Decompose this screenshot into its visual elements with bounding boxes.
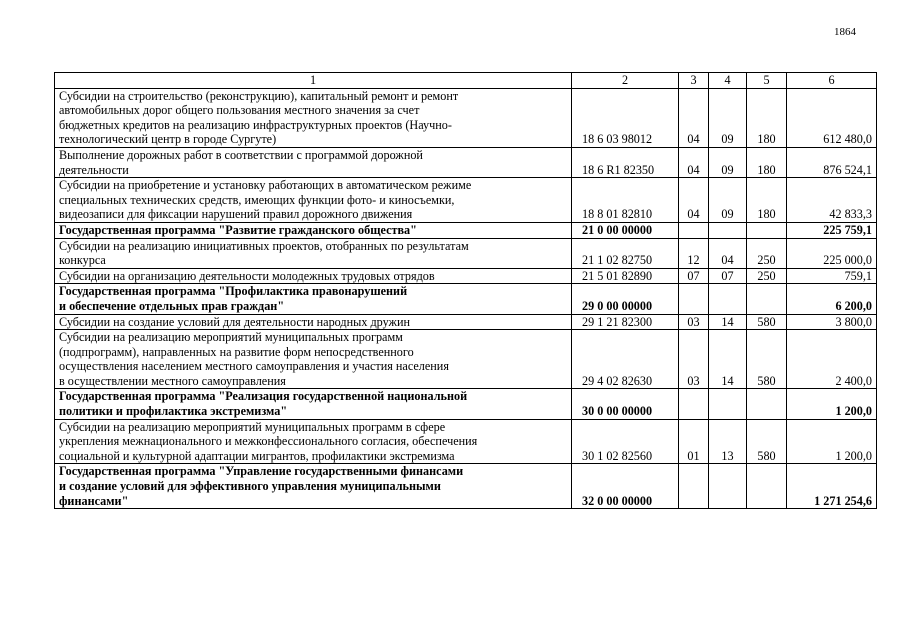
amount-cell: 225 000,0 xyxy=(787,238,877,268)
program-row xyxy=(55,284,877,314)
description-cell xyxy=(55,284,572,314)
subsection-cell: 09 xyxy=(709,88,747,147)
description-cell xyxy=(55,147,572,177)
description-line: специальных технических средств, имеющих функции фото- и киносъемки, xyxy=(59,192,455,207)
expense-type-cell xyxy=(747,284,787,314)
description-line: Субсидии на реализацию мероприятий муниципальных программ xyxy=(59,330,403,345)
budget-table xyxy=(54,72,877,509)
page-number: 1864 xyxy=(834,26,856,38)
amount-cell: 3 800,0 xyxy=(787,314,877,330)
description-cell xyxy=(55,222,572,238)
subsection-cell: 09 xyxy=(709,147,747,177)
description-line: финансами" xyxy=(59,493,129,508)
section-cell: 04 xyxy=(679,147,709,177)
amount-cell: 225 759,1 xyxy=(787,222,877,238)
description-line: социальной и культурной адаптации мигрантов, профилактики экстремизма xyxy=(59,448,455,463)
description-cell xyxy=(55,88,572,147)
code-cell: 30 0 00 00000 xyxy=(572,389,679,419)
description-cell xyxy=(55,178,572,223)
expense-type-cell: 180 xyxy=(747,88,787,147)
section-cell: 04 xyxy=(679,178,709,223)
description-line: Субсидии на организацию деятельности молодежных трудовых отрядов xyxy=(59,268,435,283)
description-line: Государственная программа "Управление государственными финансами xyxy=(59,464,464,479)
expense-type-cell xyxy=(747,464,787,509)
subsection-cell: 04 xyxy=(709,238,747,268)
section-cell: 03 xyxy=(679,330,709,389)
amount-cell: 42 833,3 xyxy=(787,178,877,223)
code-cell: 21 5 01 82890 xyxy=(572,268,679,284)
header-cell-6: 6 xyxy=(787,73,877,89)
program-row xyxy=(55,389,877,419)
expense-type-cell: 180 xyxy=(747,178,787,223)
header-cell-5: 5 xyxy=(747,73,787,89)
section-cell xyxy=(679,464,709,509)
table-row xyxy=(55,178,877,223)
amount-cell: 876 524,1 xyxy=(787,147,877,177)
description-line: Государственная программа "Развитие гражданского общества" xyxy=(59,222,417,237)
code-cell: 21 0 00 00000 xyxy=(572,222,679,238)
expense-type-cell xyxy=(747,389,787,419)
table-row xyxy=(55,268,877,284)
table-header-row xyxy=(55,73,877,89)
code-cell: 18 8 01 82810 xyxy=(572,178,679,223)
code-cell: 29 0 00 00000 xyxy=(572,284,679,314)
description-line: Субсидии на реализацию инициативных проектов, отобранных по результатам xyxy=(59,238,469,253)
amount-cell: 612 480,0 xyxy=(787,88,877,147)
section-cell xyxy=(679,284,709,314)
table-row xyxy=(55,88,877,147)
table-row xyxy=(55,238,877,268)
subsection-cell xyxy=(709,284,747,314)
section-cell: 04 xyxy=(679,88,709,147)
description-line: (подпрограмм), направленных на развитие форм непосредственного xyxy=(59,344,414,359)
section-cell xyxy=(679,389,709,419)
description-line: автомобильных дорог общего пользования местного значения за счет xyxy=(59,103,420,118)
section-cell: 01 xyxy=(679,419,709,464)
description-line: Государственная программа "Реализация государственной национальной xyxy=(59,389,468,404)
header-cell-2: 2 xyxy=(572,73,679,89)
subsection-cell: 14 xyxy=(709,330,747,389)
program-row xyxy=(55,464,877,509)
description-cell xyxy=(55,419,572,464)
amount-cell: 1 271 254,6 xyxy=(787,464,877,509)
header-cell-3: 3 xyxy=(679,73,709,89)
description-line: и создание условий для эффективного управления муниципальными xyxy=(59,479,441,494)
description-cell xyxy=(55,464,572,509)
expense-type-cell: 180 xyxy=(747,147,787,177)
table-row xyxy=(55,147,877,177)
amount-cell: 6 200,0 xyxy=(787,284,877,314)
description-line: деятельности xyxy=(59,162,129,177)
description-line: Субсидии на реализацию мероприятий муниципальных программ в сфере xyxy=(59,419,446,434)
description-line: Субсидии на приобретение и установку работающих в автоматическом режиме xyxy=(59,178,472,193)
description-line: бюджетных кредитов на реализацию инфраструктурных проектов (Научно- xyxy=(59,117,452,132)
expense-type-cell: 250 xyxy=(747,238,787,268)
code-cell: 30 1 02 82560 xyxy=(572,419,679,464)
description-line: осуществления населением местного самоуправления и участия населения xyxy=(59,359,449,374)
subsection-cell: 07 xyxy=(709,268,747,284)
expense-type-cell xyxy=(747,222,787,238)
program-row xyxy=(55,222,877,238)
code-cell: 32 0 00 00000 xyxy=(572,464,679,509)
description-line: и обеспечение отдельных прав граждан" xyxy=(59,298,285,313)
header-cell-1: 1 xyxy=(55,73,572,89)
description-cell xyxy=(55,268,572,284)
subsection-cell: 13 xyxy=(709,419,747,464)
description-line: Выполнение дорожных работ в соответствии с программой дорожной xyxy=(59,147,423,162)
subsection-cell: 09 xyxy=(709,178,747,223)
description-line: Государственная программа "Профилактика правонарушений xyxy=(59,284,408,299)
subsection-cell xyxy=(709,389,747,419)
description-line: Субсидии на строительство (реконструкцию), капитальный ремонт и ремонт xyxy=(59,88,459,103)
subsection-cell xyxy=(709,464,747,509)
description-line: укрепления межнационального и межконфессионального согласия, обеспечения xyxy=(59,434,478,449)
description-line: Субсидии на создание условий для деятельности народных дружин xyxy=(59,314,410,329)
description-cell xyxy=(55,330,572,389)
expense-type-cell: 250 xyxy=(747,268,787,284)
amount-cell: 759,1 xyxy=(787,268,877,284)
table-row xyxy=(55,419,877,464)
section-cell: 03 xyxy=(679,314,709,330)
expense-type-cell: 580 xyxy=(747,314,787,330)
code-cell: 21 1 02 82750 xyxy=(572,238,679,268)
section-cell: 07 xyxy=(679,268,709,284)
subsection-cell xyxy=(709,222,747,238)
description-line: политики и профилактика экстремизма" xyxy=(59,404,288,419)
description-line: видеозаписи для фиксации нарушений правил дорожного движения xyxy=(59,207,413,222)
code-cell: 29 4 02 82630 xyxy=(572,330,679,389)
budget-table-body xyxy=(55,73,877,509)
amount-cell: 1 200,0 xyxy=(787,419,877,464)
subsection-cell: 14 xyxy=(709,314,747,330)
description-cell xyxy=(55,314,572,330)
header-cell-4: 4 xyxy=(709,73,747,89)
amount-cell: 1 200,0 xyxy=(787,389,877,419)
description-line: в осуществлении местного самоуправления xyxy=(59,373,286,388)
section-cell xyxy=(679,222,709,238)
description-cell xyxy=(55,238,572,268)
expense-type-cell: 580 xyxy=(747,419,787,464)
table-row xyxy=(55,314,877,330)
description-cell xyxy=(55,389,572,419)
table-row xyxy=(55,330,877,389)
amount-cell: 2 400,0 xyxy=(787,330,877,389)
description-line: конкурса xyxy=(59,253,106,268)
code-cell: 18 6 03 98012 xyxy=(572,88,679,147)
code-cell: 18 6 R1 82350 xyxy=(572,147,679,177)
section-cell: 12 xyxy=(679,238,709,268)
description-line: технологический центр в городе Сургуте) xyxy=(59,132,277,147)
code-cell: 29 1 21 82300 xyxy=(572,314,679,330)
expense-type-cell: 580 xyxy=(747,330,787,389)
